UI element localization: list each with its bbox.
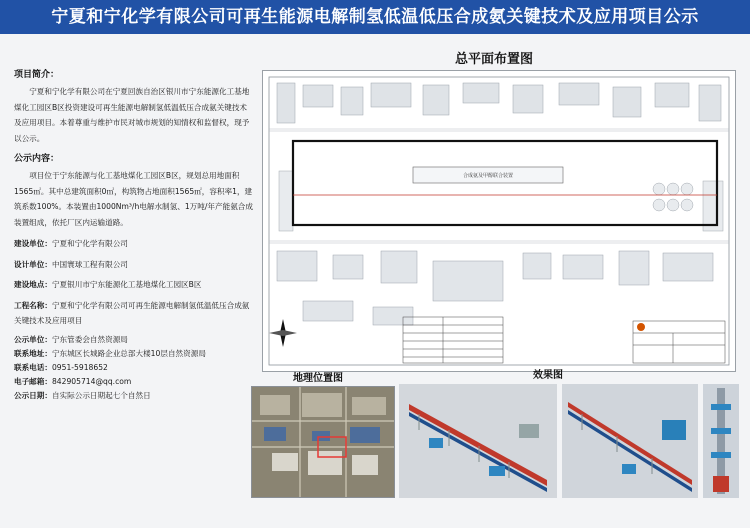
public-content-heading: 公示内容： <box>14 154 60 164</box>
info-row-project-name: 工程名称：宁夏和宁化学有限公司可再生能源电解制氢低温低压合成氨关键技术及应用项目 <box>14 300 250 325</box>
site-plan-title: 总平面布置图 <box>455 52 534 67</box>
left-text-column <box>14 66 254 403</box>
rendering-2-svg <box>562 384 698 498</box>
info-row-builder: 建设单位：宁夏和宁化学有限公司 <box>14 239 128 248</box>
info-block <box>14 236 254 329</box>
rendering-image-2 <box>562 384 698 498</box>
company-logo-icon <box>637 323 645 331</box>
title-banner <box>0 0 750 34</box>
rendering-title: 效果图 <box>533 370 563 381</box>
contact-row-address: 联系地址：宁东城区长城路企业总部大楼10层自然资源局 <box>14 348 206 358</box>
info-row-location: 建设地点：宁夏银川市宁东能源化工基地煤化工园区B区 <box>14 280 202 289</box>
rendering-image-1 <box>399 384 557 498</box>
site-plan-svg <box>263 71 735 371</box>
location-satellite-map <box>251 386 395 498</box>
poster-title: 宁夏和宁化学有限公司可再生能源电解制氢低温低压合成氨关键技术及应用项目公示 <box>51 7 699 27</box>
project-intro-heading: 项目简介： <box>14 70 60 80</box>
site-plan-drawing <box>262 70 736 372</box>
contact-row-date: 公示日期：自实际公示日期起七个自然日 <box>14 390 151 400</box>
title-block <box>633 321 725 363</box>
legend-table <box>403 317 503 363</box>
project-intro-text: 宁夏和宁化学有限公司在宁夏回族自治区银川市宁东能源化工基地煤化工园区B区投资建设可再生能源电解制氢低温低压合成氨关键技术及应用项目。本着尊重与维护市民对城市规划的知情权和监督权，现予以公示。 <box>14 87 250 143</box>
contact-row-phone: 联系电话：0951-5918652 <box>14 362 108 372</box>
contact-row-unit: 公示单位：宁东管委会自然资源局 <box>14 334 128 344</box>
rendering-1-svg <box>399 384 557 498</box>
public-content-text: 项目位于宁东能源与化工基地煤化工园区B区，规划总用地面积1565㎡。其中总建筑面积0㎡，构筑物占地面积1565㎡，容积率1，建筑系数100%。本装置由1000Nm³/h电解水制氢、1万吨/年产能氨合成装置组成，依托厂区内运输道路。 <box>14 171 253 227</box>
contact-row-email: 电子邮箱：842905714@qq.com <box>14 376 132 386</box>
location-map-title: 地理位置图 <box>293 373 343 384</box>
info-row-designer: 设计单位：中国寰球工程有限公司 <box>14 259 128 269</box>
contact-block <box>14 333 254 403</box>
location-map-svg <box>252 387 394 497</box>
rendering-image-3 <box>703 384 739 498</box>
site-plan-unit-label: 合成氨及甲醇联合装置 <box>463 173 514 179</box>
north-arrow-icon <box>269 319 297 347</box>
rendering-3-svg <box>703 384 739 498</box>
